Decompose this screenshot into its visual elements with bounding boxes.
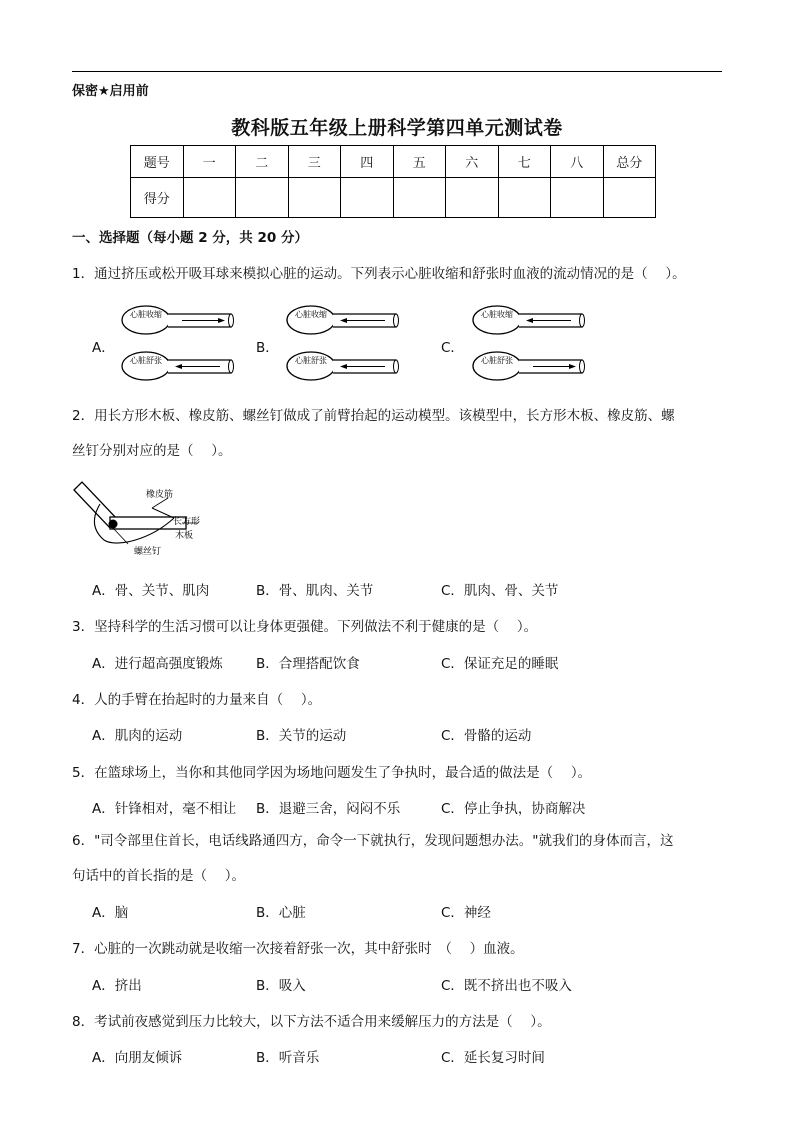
option-a[interactable]: A．肌肉的运动 (92, 728, 183, 744)
bulb-figure-c (465, 302, 590, 384)
score-cell[interactable] (393, 178, 446, 218)
score-cell[interactable] (551, 178, 604, 218)
score-cell[interactable] (183, 178, 236, 218)
question-6-line2: 句话中的首长指的是（ ）。 (72, 868, 246, 884)
option-c[interactable]: C．停止争执，协商解决 (441, 801, 586, 817)
question-6-line1: 6．"司令部里住首长，电话线路通四方，命令一下就执行，发现问题想办法。"就我们的身体而言，这 (72, 833, 674, 849)
option-a[interactable]: A．骨、关节、肌肉 (92, 583, 210, 599)
option-c[interactable]: C．神经 (441, 905, 491, 921)
score-col: 四 (341, 146, 394, 178)
question-2-line1: 2．用长方形木板、橡皮筋、螺丝钉做成了前臂抬起的运动模型。该模型中，长方形木板、橡皮筋、螺 (72, 408, 675, 424)
fig-label-relax: 心脏舒张 (130, 356, 162, 365)
option-a[interactable]: A．挤出 (92, 978, 142, 994)
fig-label-relax: 心脏舒张 (295, 356, 327, 365)
score-cell[interactable] (288, 178, 341, 218)
fig-label-board-2: 木板 (175, 531, 194, 541)
fig-label-relax: 心脏舒张 (481, 356, 513, 365)
bulb-figure-b (279, 302, 404, 384)
option-b[interactable]: B．吸入 (256, 978, 306, 994)
option-b[interactable]: B．退避三舍，闷闷不乐 (256, 801, 401, 817)
fig-label-rubber-band: 橡皮筋 (146, 490, 174, 500)
question-3: 3．坚持科学的生活习惯可以让身体更强健。下列做法不利于健康的是（ ）。 (72, 619, 538, 635)
option-b[interactable]: B．骨、肌肉、关节 (256, 583, 374, 599)
question-7: 7．心脏的一次跳动就是收缩一次接着舒张一次，其中舒张时 （ ）血液。 (72, 941, 524, 957)
option-a[interactable]: A．进行超高强度锻炼 (92, 656, 223, 672)
score-cell[interactable] (341, 178, 394, 218)
score-row-label: 题号 (131, 146, 184, 178)
option-b[interactable]: B． (256, 340, 279, 356)
score-col: 八 (551, 146, 604, 178)
score-col: 五 (393, 146, 446, 178)
score-table (130, 145, 656, 218)
option-c[interactable]: C．骨骼的运动 (441, 728, 532, 744)
fig-label-board: 长方形 (173, 517, 201, 527)
score-row-label: 得分 (131, 178, 184, 218)
top-divider (72, 71, 722, 72)
fig-label-screw: 螺丝钉 (134, 547, 162, 557)
score-cell[interactable] (446, 178, 499, 218)
option-a[interactable]: A．向朋友倾诉 (92, 1050, 183, 1066)
score-col: 三 (288, 146, 341, 178)
option-c[interactable]: C．既不挤出也不吸入 (441, 978, 572, 994)
option-c[interactable]: C．保证充足的睡眠 (441, 656, 559, 672)
confidential-label: 保密★启用前 (72, 84, 149, 99)
section-title: 一、选择题（每小题 2 分，共 20 分） (72, 230, 308, 246)
option-c[interactable]: C． (441, 340, 464, 356)
question-8: 8．考试前夜感觉到压力比较大，以下方法不适合用来缓解压力的方法是（ ）。 (72, 1014, 551, 1030)
option-b[interactable]: B．合理搭配饮食 (256, 656, 360, 672)
fig-label-contract: 心脏收缩 (481, 310, 513, 319)
score-col: 一 (183, 146, 236, 178)
option-c[interactable]: C．延长复习时间 (441, 1050, 545, 1066)
score-col: 二 (236, 146, 289, 178)
score-col: 总分 (603, 146, 656, 178)
option-a[interactable]: A． (92, 340, 115, 356)
option-b[interactable]: B．听音乐 (256, 1050, 320, 1066)
question-2-line2: 丝钉分别对应的是（ ）。 (72, 443, 232, 459)
score-col: 六 (446, 146, 499, 178)
score-cell[interactable] (236, 178, 289, 218)
option-b[interactable]: B．心脏 (256, 905, 306, 921)
option-a[interactable]: A．脑 (92, 905, 129, 921)
score-cell[interactable] (603, 178, 656, 218)
question-5: 5．在篮球场上，当你和其他同学因为场地问题发生了争执时，最合适的做法是（ ）。 (72, 765, 592, 781)
question-4: 4．人的手臂在抬起时的力量来自（ ）。 (72, 692, 322, 708)
arm-model-figure (70, 478, 220, 560)
page-title: 教科版五年级上册科学第四单元测试卷 (231, 117, 563, 139)
fig-label-contract: 心脏收缩 (295, 310, 327, 319)
bulb-figure-a (114, 302, 239, 384)
fig-label-contract: 心脏收缩 (130, 310, 162, 319)
score-col: 七 (498, 146, 551, 178)
score-cell[interactable] (498, 178, 551, 218)
option-a[interactable]: A．针锋相对，毫不相让 (92, 801, 237, 817)
question-1: 1．通过挤压或松开吸耳球来模拟心脏的运动。下列表示心脏收缩和舒张时血液的流动情况的是（ ）。 (72, 266, 686, 282)
option-b[interactable]: B．关节的运动 (256, 728, 347, 744)
option-c[interactable]: C．肌肉、骨、关节 (441, 583, 559, 599)
